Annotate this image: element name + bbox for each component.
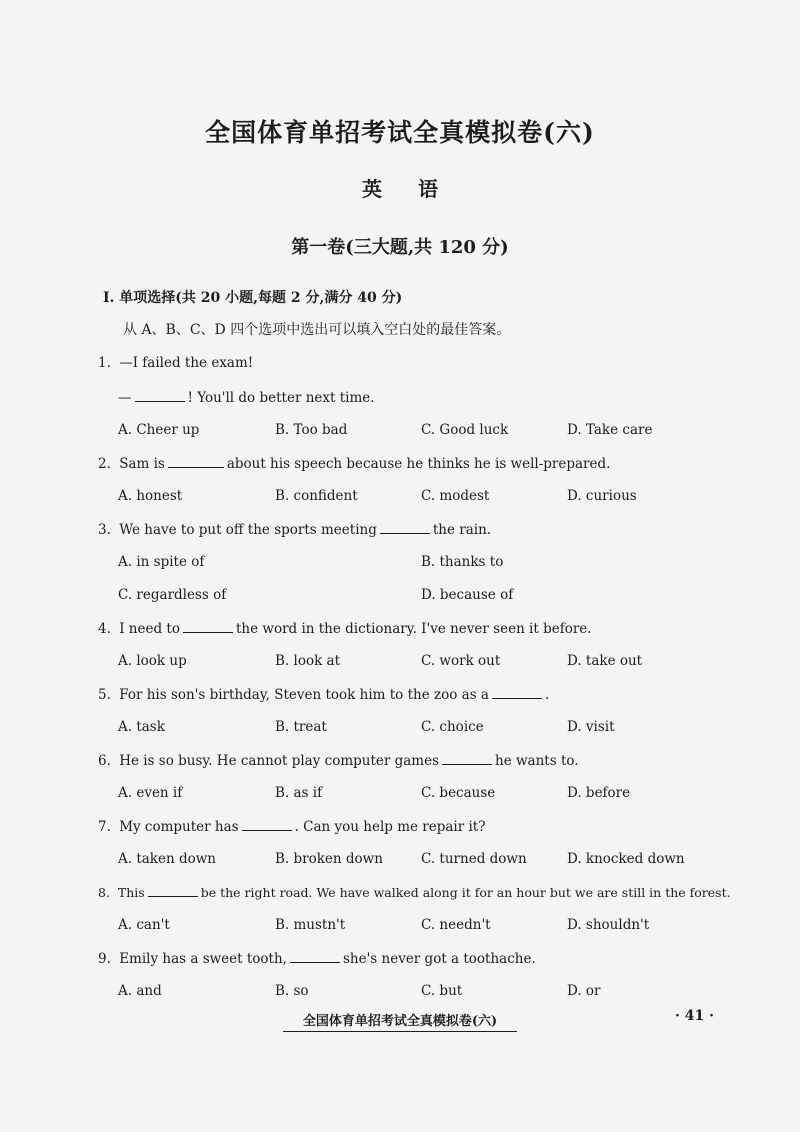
question-text-before: We have to put off the sports meeting	[119, 522, 377, 538]
option-d: D. shouldn't	[567, 917, 650, 933]
question-6-stem	[98, 752, 579, 769]
question-text-before: This	[117, 885, 145, 900]
question-number: 1.	[98, 355, 111, 371]
question-8-stem	[98, 884, 731, 900]
answer-blank	[183, 620, 233, 633]
answer-blank	[442, 752, 492, 765]
question-2-stem	[98, 455, 610, 472]
question-text: —I failed the exam!	[119, 355, 254, 371]
option-d: D. before	[567, 785, 631, 801]
option-b: B. treat	[275, 719, 327, 735]
option-c: C. work out	[421, 653, 501, 669]
option-b: B. confident	[275, 488, 358, 504]
question-text-after: . Can you help me repair it?	[294, 819, 486, 835]
question-text-after: he wants to.	[495, 753, 579, 769]
answer-blank	[290, 950, 340, 963]
answer-blank	[168, 455, 224, 468]
footer-title-text: 全国体育单招考试全真模拟卷(六)	[283, 1014, 517, 1032]
question-number: 7.	[98, 819, 111, 835]
option-d: D. knocked down	[567, 851, 685, 867]
answer-blank	[148, 884, 198, 897]
option-d: D. take out	[567, 653, 643, 669]
option-a: A. honest	[118, 488, 183, 504]
question-number: 4.	[98, 621, 111, 637]
page-number: · 41 ·	[675, 1008, 714, 1024]
question-1-stem-line1	[98, 355, 253, 371]
option-c: C. regardless of	[118, 587, 227, 603]
option-a: A. can't	[118, 917, 170, 933]
question-text-prefix: —	[118, 390, 132, 406]
question-number: 8.	[98, 885, 110, 900]
option-d: D. or	[567, 983, 601, 999]
question-text-before: I need to	[119, 621, 180, 637]
option-b: B. as if	[275, 785, 323, 801]
subject-title: 英语	[362, 177, 474, 201]
question-text-suffix: ! You'll do better next time.	[187, 390, 375, 406]
option-a: A. Cheer up	[118, 422, 200, 438]
option-b: B. broken down	[275, 851, 383, 867]
option-a: A. task	[118, 719, 165, 735]
question-number: 5.	[98, 687, 111, 703]
option-d: D. curious	[567, 488, 637, 504]
option-c: C. choice	[421, 719, 484, 735]
question-text-before: Emily has a sweet tooth,	[119, 951, 287, 967]
question-text-after: be the right road. We have walked along it for an hour but we are still in the forest.	[200, 885, 731, 900]
question-7-stem	[98, 818, 485, 835]
question-text-after: the rain.	[432, 522, 492, 538]
option-c: C. Good luck	[421, 422, 509, 438]
question-number: 2.	[98, 456, 111, 472]
answer-blank	[242, 818, 292, 831]
option-b: B. so	[275, 983, 309, 999]
question-3-stem	[98, 521, 491, 538]
option-b: B. look at	[275, 653, 341, 669]
answer-blank	[135, 389, 185, 402]
option-c: C. modest	[421, 488, 490, 504]
option-d: D. because of	[421, 587, 514, 603]
question-4-stem	[98, 620, 592, 637]
question-text-before: Sam is	[119, 456, 165, 472]
option-c: C. but	[421, 983, 463, 999]
option-b: B. thanks to	[421, 554, 504, 570]
option-a: A. even if	[118, 785, 183, 801]
question-number: 6.	[98, 753, 111, 769]
section-instruction: 从 A、B、C、D 四个选项中选出可以填入空白处的最佳答案。	[123, 322, 511, 338]
question-text-after: she's never got a toothache.	[342, 951, 536, 967]
option-a: A. and	[118, 983, 162, 999]
answer-blank	[492, 686, 542, 699]
question-text-after: the word in the dictionary. I've never seen it before.	[235, 621, 592, 637]
exam-title: 全国体育单招考试全真模拟卷(六)	[205, 118, 595, 147]
question-5-stem	[98, 686, 549, 703]
option-c: C. because	[421, 785, 496, 801]
question-number: 9.	[98, 951, 111, 967]
question-text-after: .	[544, 687, 550, 703]
option-b: B. mustn't	[275, 917, 346, 933]
question-text-before: For his son's birthday, Steven took him to the zoo as a	[119, 687, 489, 703]
option-d: D. Take care	[567, 422, 653, 438]
question-9-stem	[98, 950, 536, 967]
question-text-before: He is so busy. He cannot play computer games	[119, 753, 440, 769]
option-b: B. Too bad	[275, 422, 348, 438]
section-heading: Ⅰ. 单项选择(共 20 小题,每题 2 分,满分 40 分)	[103, 290, 403, 306]
question-number: 3.	[98, 522, 111, 538]
answer-blank	[380, 521, 430, 534]
option-a: A. in spite of	[118, 554, 205, 570]
question-text-after: about his speech because he thinks he is well-prepared.	[226, 456, 611, 472]
option-c: C. turned down	[421, 851, 527, 867]
option-d: D. visit	[567, 719, 615, 735]
question-1-stem-line2	[118, 389, 375, 406]
question-text-before: My computer has	[119, 819, 239, 835]
volume-heading: 第一卷(三大题,共 120 分)	[291, 237, 509, 258]
option-a: A. look up	[118, 653, 187, 669]
option-c: C. needn't	[421, 917, 491, 933]
option-a: A. taken down	[118, 851, 216, 867]
